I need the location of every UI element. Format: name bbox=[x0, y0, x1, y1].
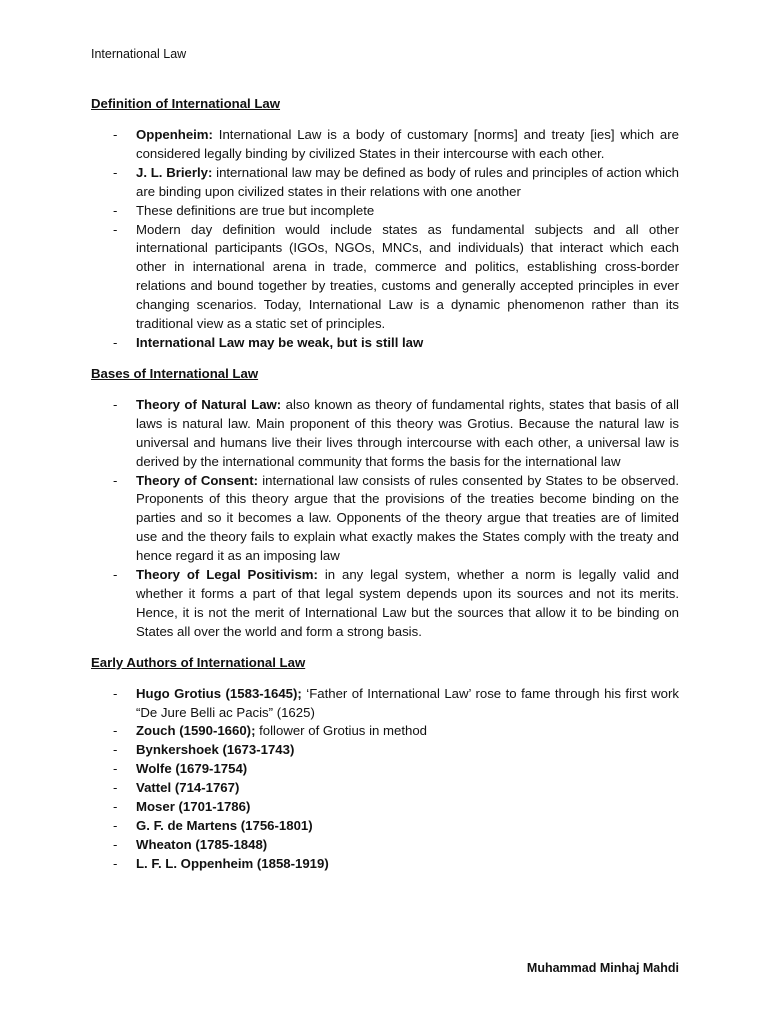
section-heading-definition: Definition of International Law bbox=[91, 96, 281, 111]
list-item: - L. F. L. Oppenheim (1858-1919) bbox=[91, 855, 679, 874]
section-heading-authors: Early Authors of International Law bbox=[91, 654, 306, 670]
list-item: - Modern day definition would include states as fundamental subjects and all other international participants (IGOs, NGOs, MNCs, and individuals) that interact which each other in international arena in trade, commerce and politics, establishing cross-border relations and bound together by treaties, customs and generally accepted principles in ever changing scenarios. Today, International Law is a dynamic phenomenon rather than its traditional view as a static set of principles. bbox=[91, 221, 679, 334]
list-item: - Oppenheim: International Law is a body of customary [norms] and treaty [ies] which are considered legally binding by civilized States in their intercourse with each other. bbox=[91, 126, 679, 164]
running-header: International Law bbox=[91, 47, 187, 61]
list-item: - Vattel (714-1767) bbox=[91, 779, 679, 798]
list-item: - Bynkershoek (1673-1743) bbox=[91, 741, 679, 760]
list-item: - Hugo Grotius (1583-1645); ‘Father of International Law’ rose to fame through his first work “De Jure Belli ac Pacis” (1625) bbox=[91, 685, 679, 723]
list-item: - Zouch (1590-1660); follower of Grotius in method bbox=[91, 722, 679, 741]
list-item: - International Law may be weak, but is still law bbox=[91, 334, 679, 353]
section-heading-bases: Bases of International Law bbox=[91, 365, 259, 381]
list-item: - Moser (1701-1786) bbox=[91, 798, 679, 817]
list-item: - Theory of Consent: international law consists of rules consented by States to be observed. Proponents of this theory argue that the provisions of the treaties become binding on the parties and so it becomes a law. Opponents of the theory argue that treaties are of limited use and the theory fails to explain what exactly makes the States comply with the treaty and hence regard it as an imposing law bbox=[91, 472, 679, 567]
list-item: - G. F. de Martens (1756-1801) bbox=[91, 817, 679, 836]
list-item: - Theory of Natural Law: also known as theory of fundamental rights, states that basis of all laws is natural law. Main proponent of this theory was Grotius. Because the natural law is universal and humans live their lives through intercourse with each other, a universal law is derived by the international community that forms the basis for the international law bbox=[91, 396, 679, 472]
document-body bbox=[91, 95, 679, 874]
authors-list bbox=[91, 685, 679, 874]
list-item: - Wheaton (1785-1848) bbox=[91, 836, 679, 855]
definition-list bbox=[91, 126, 679, 353]
list-item: - Wolfe (1679-1754) bbox=[91, 760, 679, 779]
bases-list bbox=[91, 396, 679, 642]
list-item: - These definitions are true but incomplete bbox=[91, 202, 679, 221]
author-signature: Muhammad Minhaj Mahdi bbox=[526, 961, 679, 975]
list-item: - Theory of Legal Positivism: in any legal system, whether a norm is legally valid and whether it forms a part of that legal system depends upon its sources and not its merits. Hence, it is not the merit of International Law but the sources that allow it to be binding on States all over the world and form a strong basis. bbox=[91, 566, 679, 642]
list-item: - J. L. Brierly: international law may be defined as body of rules and principles of action which are binding upon civilized states in their relations with one another bbox=[91, 164, 679, 202]
